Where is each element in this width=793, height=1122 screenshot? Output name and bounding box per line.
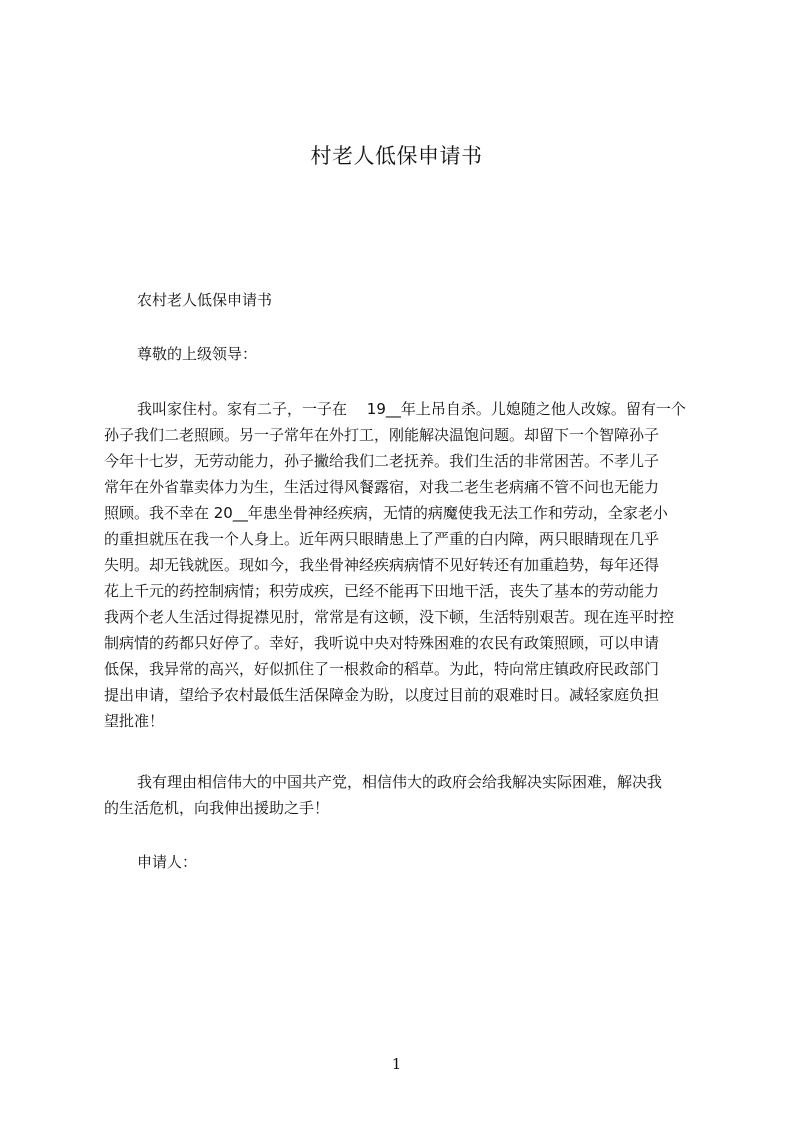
signature-label: 申请人： <box>137 853 198 871</box>
paragraph-line: 低保，我异常的高兴，好似抓住了一根救命的稻草。为此，特向常庄镇政府民政部门 <box>104 660 660 678</box>
paragraph-line: 花上千元的药控制病情；积劳成疾，已经不能再下田地干活，丧失了基本的劳动能力 <box>104 582 660 600</box>
body-paragraph-2 <box>104 769 704 821</box>
paragraph-line: 今年十七岁，无劳动能力，孙子撇给我们二老抚养。我们生活的非常困苦。不孝儿子 <box>104 452 660 470</box>
paragraph-line: 我两个老人生活过得捉襟见肘，常常是有这顿，没下顿，生活特别艰苦。现在连平时控 <box>104 608 675 626</box>
paragraph-line: 孙子我们二老照顾。另一子常年在外打工，刚能解决温饱问题。却留下一个智障孙子 <box>104 426 660 444</box>
page-number: 1 <box>391 1055 402 1073</box>
body-paragraph-1 <box>104 396 704 734</box>
document-subtitle: 农村老人低保申请书 <box>137 291 273 309</box>
salutation: 尊敬的上级领导： <box>137 345 258 363</box>
paragraph-line: 制病情的药都只好停了。幸好，我听说中央对特殊困难的农民有政策照顾，可以申请 <box>104 634 660 652</box>
paragraph-line: 我有理由相信伟大的中国共产党，相信伟大的政府会给我解决实际困难，解决我 <box>137 773 663 791</box>
paragraph-line: 望批准！ <box>104 712 165 730</box>
paragraph-line: 的重担就压在我一个人身上。近年两只眼睛患上了严重的白内障，两只眼睛现在几乎 <box>104 530 660 548</box>
paragraph-line: 照顾。我不幸在 20__年患坐骨神经疾病，无情的病魔使我无法工作和劳动，全家老小 <box>104 504 668 522</box>
paragraph-line: 常年在外省靠卖体力为生，生活过得风餐露宿，对我二老生老病痛不管不问也无能力 <box>104 478 660 496</box>
paragraph-line: 失明。却无钱就医。现如今，我坐骨神经疾病病情不见好转还有加重趋势，每年还得 <box>104 556 660 574</box>
document-title: 村老人低保申请书 <box>310 144 483 168</box>
paragraph-line: 提出申请，望给予农村最低生活保障金为盼，以度过目前的艰难时日。减轻家庭负担 <box>104 686 660 704</box>
paragraph-line: 我叫家住村。家有二子，一子在 19__年上吊自杀。儿媳随之他人改嫁。留有一个 <box>137 400 686 418</box>
paragraph-line: 的生活危机，向我伸出援助之手！ <box>104 799 330 817</box>
